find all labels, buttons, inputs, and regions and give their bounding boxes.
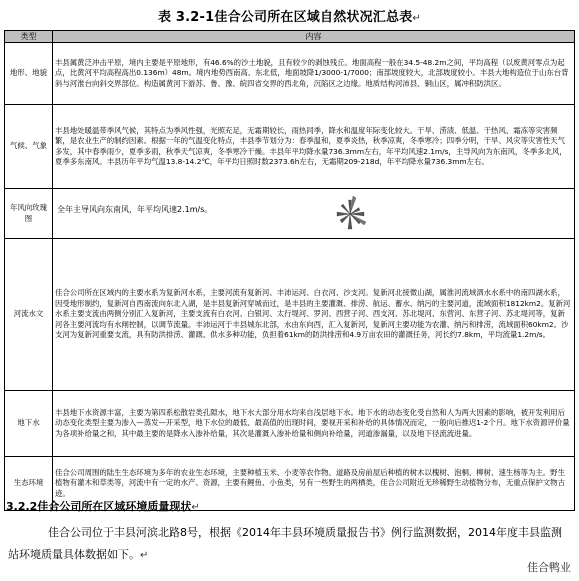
table-row (5, 239, 575, 391)
header-type: 类型 (5, 31, 53, 43)
row-content: 丰县地处暖温带季风气候，其特点为季风性强，光照充足，无霜期较长，雨热同季，降水和温度年际变化较大。干旱、涝渍、低温、干热风、霜冻等灾害频繁，是农业生产的制约因素。根据一年的气温变化特点，丰县季节划分为：春季温和，夏季炎热，秋季凉爽，冬季寒冷；四季分明，干旱、风灾等灾害性天气多发，其中春季雨少，夏季多雨，秋季天气凉爽，冬季寒冷干燥。丰县年平均降水量736.3mm左右，年平均风速2.1m/s，主导风向为东南风，冬季多北风，夏季多东南风。丰县历年平均气温13.8-14.2℃，年平均日照时数2373.6h左右，无霜期209-218d，年平均降水量736.3mm左右。 (53, 105, 575, 189)
paragraph-mark: ↵ (140, 550, 149, 561)
environment-summary-table (4, 30, 575, 511)
row-type: 生态环境 (5, 457, 53, 511)
table-title (0, 6, 579, 25)
row-type: 地形、地貌 (5, 43, 53, 105)
header-content: 内容 (53, 31, 575, 43)
watermark-label: 佳合鸭业 (527, 561, 571, 574)
row-type: 河流水文 (5, 239, 53, 391)
row-content: 佳合公司所在区域内的主要水系为复新河水系，主要河流有复新河、丰沛运河、白衣河、沙支河。复新河北接微山湖，属淮河流域泗水水系中的南四湖水系，因受地形制约，复新河自西南流向东北入湖，是丰县复新河穿城而过，是丰县的主要灌溉、排涝、航运、蓄水、纳污的主要河道，流域面积1812km2。复新河水系主要支流由两侧分别汇入复新河，主要支流有白衣河、白银河、太行堤河、罗河、西营子河、西支河、苏北堤河、东营河、东营子河、苏北堤河等，复新河各主要河流均有水闸控制，以调节流量。丰沛运河于丰县城东北部，水由东向西，汇入复新河，复新河主要功能为农灌、纳污和排涝，流域面积60km2。沙支河为复新河重要支流，具有防洪排涝、灌溉、供水多种功能，负担着61km的防洪排涝和4.9万亩农田的灌溉任务，河长约7.8km，平均流量1.2m/s。 (53, 239, 575, 391)
table-row (5, 189, 575, 239)
row-content: 丰县地下水资源丰富，主要为第四系松散岩类孔隙水，地下水大部分用水均来自浅层地下水。地下水的动态变化受自然和人为两大因素的影响，被开发利用后动态变化类型主要为渗入—蒸发—开采型，地下水位的最低、最高值的出现时间，要视开采和补给的具体情况而定，一般向后推迟1-2个月。地下水资源评价量为各项补给量之和，其中最主要的是降水入渗补给量，其次是灌溉入渗补给量和侧向补给量，河道渗漏量，以及地下径流流进量。 (53, 391, 575, 457)
row-type: 气候、气象 (5, 105, 53, 189)
table-title-text: 表 3.2-1佳合公司所在区域自然状况汇总表 (158, 10, 413, 25)
table-row (5, 391, 575, 457)
table-row (5, 105, 575, 189)
row-type: 年风向玫瑰图 (5, 189, 53, 239)
paragraph-mark: ↵ (191, 502, 200, 513)
paragraph-mark: ↵ (412, 13, 421, 24)
wind-rose-diagram (327, 191, 373, 237)
section-title: 3.2.2佳合公司所在区域环境质量现状 (6, 500, 192, 513)
row-content: 佳合公司周围的陆生生态环境为多年的农业生态环境，主要种植玉米、小麦等农作物。道路及房前屋后种植的树木以槐树、泡桐、柳树、速生杨等为主。野生植物有灌木和草类等，河流中有一定的水产、资源，主要有鲤鱼、小鱼类，另有一些野生的两栖类，佳合公司附近无珍稀野生动植物分布，无重点保护文物古迹。 (53, 457, 575, 511)
row-content: 丰县属黄泛冲击平原，境内主要是平原地形，有46.6%的沙土地貌，且有较少的剥蚀残丘。地面高程一般在34.5-48.2m之间，平均高程（以废黄河零点为起点，比黄河平均高程高出0.136m）48m。境内地势西南高、东北低，地面坡降1/3000-1/7000；南部坡度较大，北部坡度较小。丰县大地构造位于山东台背斜与河淮台向斜交界部位。构造属黄河下游苏、鲁、豫、皖四省交界的西北角，沉陷区之边缘。地质结构河沛县、铜山区，属冲积防洪区。 (53, 43, 575, 105)
wind-summary: 全年主导风向东南风，年平均风速2.1m/s。 (57, 204, 213, 214)
section-heading (6, 498, 200, 514)
table-header-row (5, 31, 575, 43)
paragraph-text: 佳合公司位于丰县河滨北路8号，根据《2014年丰县环境质量报告书》例行监测数据，2014年度丰县监测站环境质量具体数据如下。 (8, 526, 562, 561)
row-type: 地下水 (5, 391, 53, 457)
body-paragraph (8, 522, 568, 567)
table-row (5, 43, 575, 105)
